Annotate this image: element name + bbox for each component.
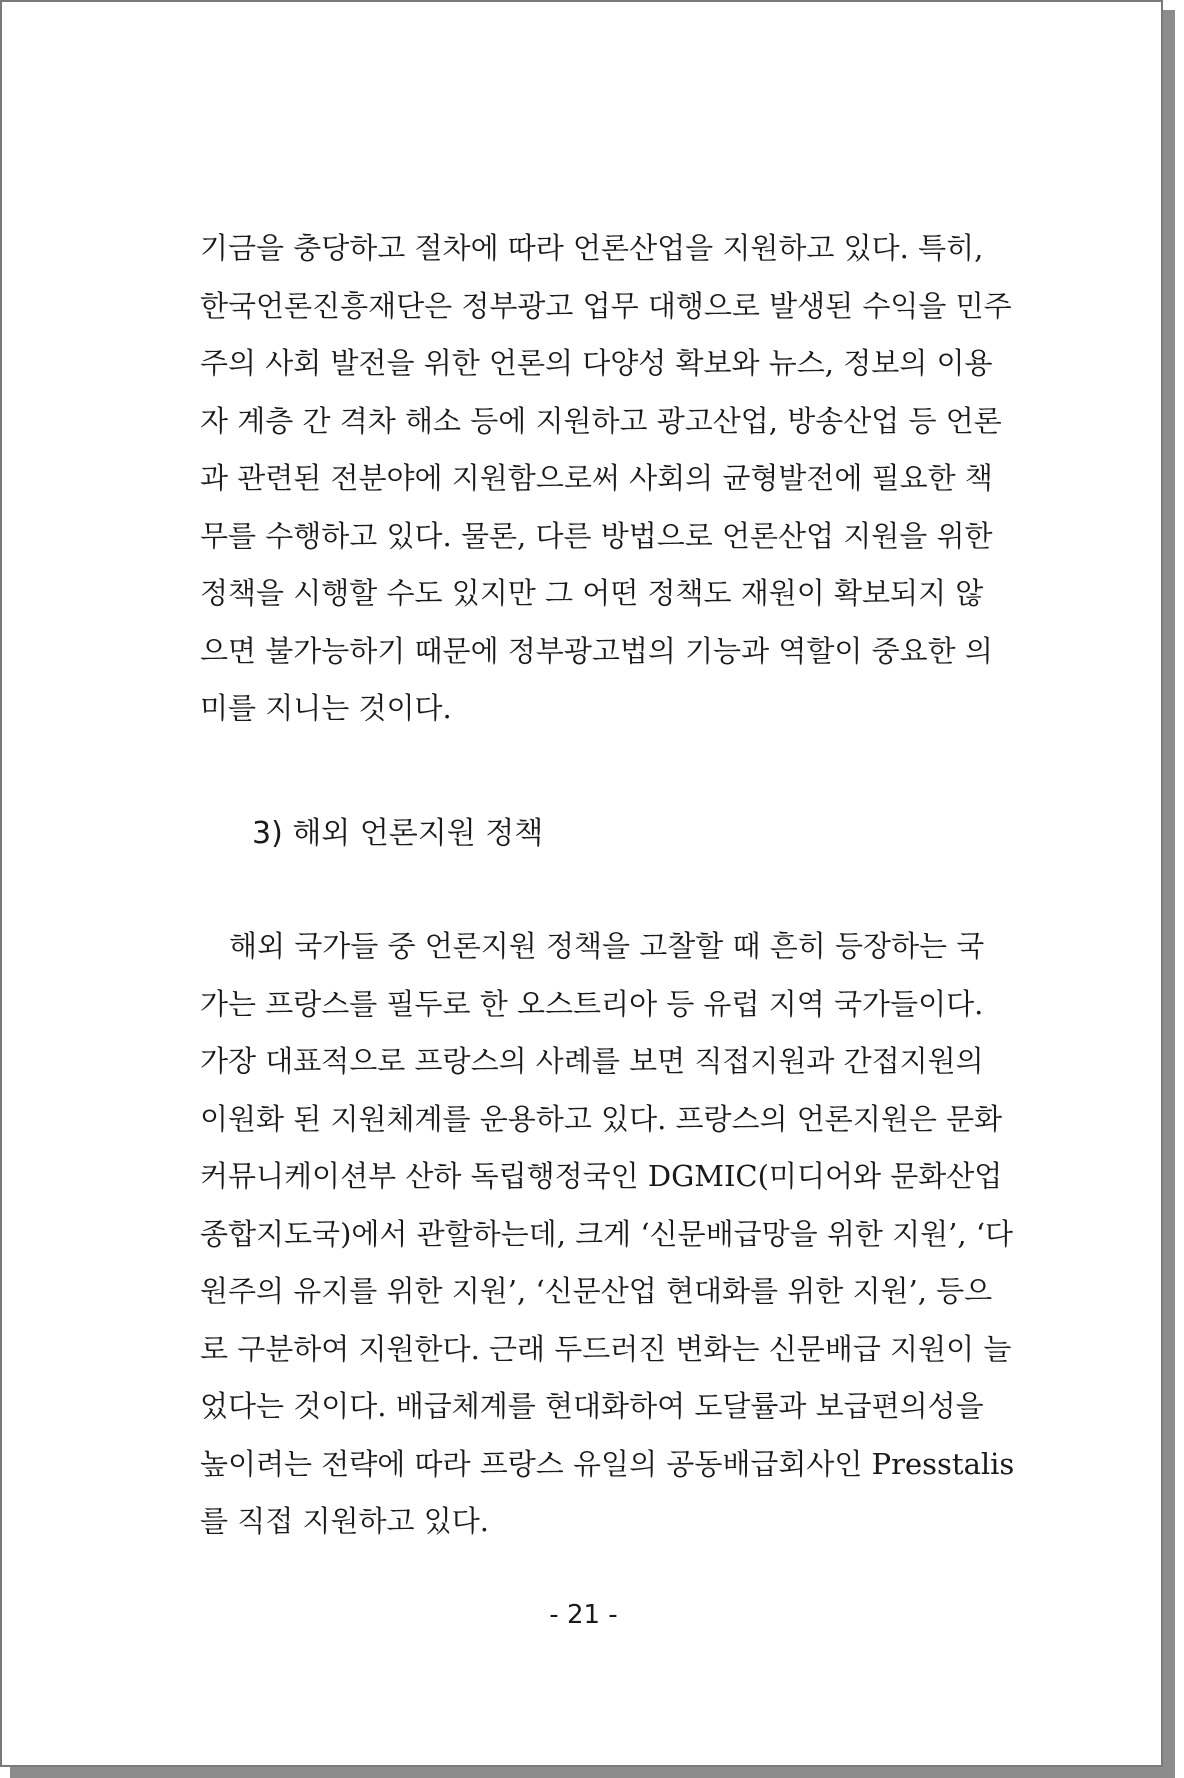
paragraph-line: 이원화 된 지원체계를 운용하고 있다. 프랑스의 언론지원은 문화: [200, 1101, 1003, 1136]
section-heading: 3) 해외 언론지원 정책: [252, 816, 544, 851]
paragraph-line: 원주의 유지를 위한 지원’, ‘신문산업 현대화를 위한 지원’, 등으: [200, 1274, 993, 1308]
page-number: - 21 -: [549, 1600, 618, 1630]
paragraph-line: 과 관련된 전분야에 지원함으로써 사회의 균형발전에 필요한 책: [200, 461, 993, 495]
paragraph-line: 주의 사회 발전을 위한 언론의 다양성 확보와 뉴스, 정보의 이용: [200, 346, 993, 380]
paragraph-line: 미를 지니는 것이다.: [200, 691, 452, 725]
paragraph-line: 커뮤니케이션부 산하 독립행정국인 DGMIC(미디어와 문화산업: [200, 1159, 1003, 1193]
paragraph-line: 를 직접 지원하고 있다.: [200, 1504, 489, 1538]
paragraph-line: 으면 불가능하기 때문에 정부광고법의 기능과 역할이 중요한 의: [200, 633, 993, 668]
paragraph-line: 자 계층 간 격차 해소 등에 지원하고 광고산업, 방송산업 등 언론: [200, 403, 1002, 438]
page-shadow-right: [1163, 10, 1175, 1777]
body-paragraph-2: [200, 918, 1015, 1551]
paragraph-line: 기금을 충당하고 절차에 따라 언론산업을 지원하고 있다. 특히,: [200, 231, 984, 265]
paragraph-line: 종합지도국)에서 관할하는데, 크게 ‘신문배급망을 위한 지원’, ‘다: [200, 1216, 1014, 1251]
paragraph-line: 었다는 것이다. 배급체계를 현대화하여 도달률과 보급편의성을: [200, 1389, 984, 1423]
paragraph-line: 한국언론진흥재단은 정부광고 업무 대행으로 발생된 수익을 민주: [200, 288, 1012, 323]
paragraph-line: 정책을 시행할 수도 있지만 그 어떤 정책도 재원이 확보되지 않: [200, 576, 984, 610]
paragraph-line: 높이려는 전략에 따라 프랑스 유일의 공동배급회사인 Presstalis: [200, 1446, 1015, 1481]
paragraph-line: 가는 프랑스를 필두로 한 오스트리아 등 유럽 지역 국가들이다.: [200, 986, 984, 1021]
paragraph-line: 해외 국가들 중 언론지원 정책을 고찰할 때 흔히 등장하는 국: [229, 929, 985, 963]
paragraph-line: 로 구분하여 지원한다. 근래 두드러진 변화는 신문배급 지원이 늘: [200, 1331, 1012, 1366]
paragraph-line: 가장 대표적으로 프랑스의 사례를 보면 직접지원과 간접지원의: [200, 1044, 984, 1078]
page-shadow-bottom: [10, 1767, 1175, 1778]
body-paragraph-1: [200, 220, 1012, 738]
paragraph-line: 무를 수행하고 있다. 물론, 다른 방법으로 언론산업 지원을 위한: [200, 518, 993, 553]
